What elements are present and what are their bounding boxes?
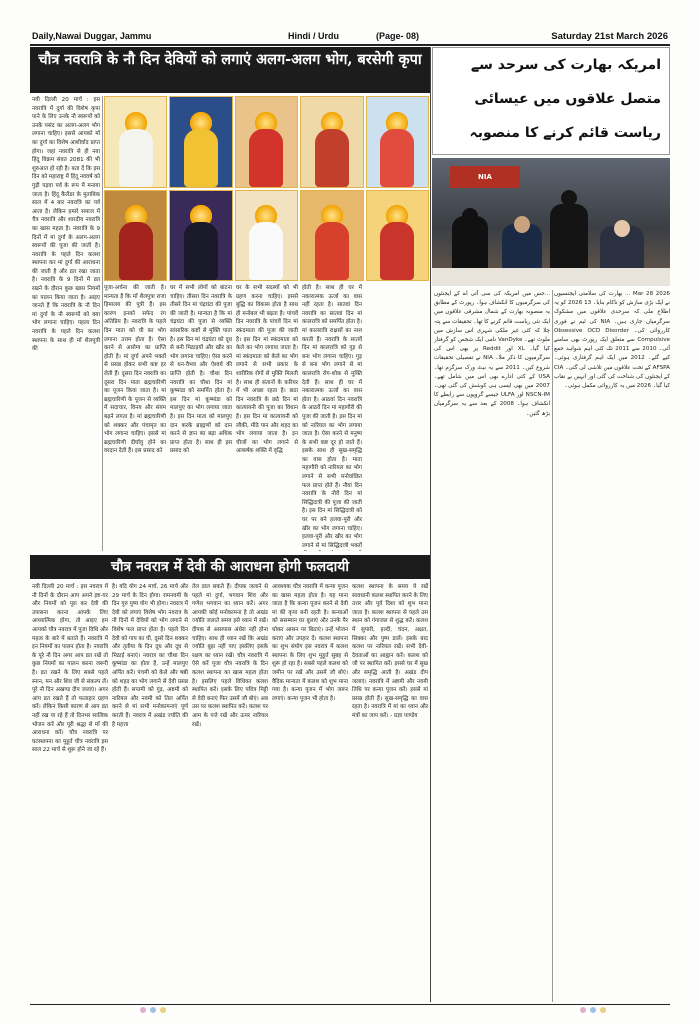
photo-person-head (514, 216, 530, 233)
article2-column-5: कलश स्थापना के समय ये रखें सावधानी कलश स्थापित करने के लिए उत्तर और पूर्व दिशा को शुभ माना जाता है। कलश स्थापना से पहले उस स्थान को गंगाजल से शुद्ध करें। कलश में सुपारी, हल्दी, चंदन, अक्षत, सिक्का और पुष्प डालें। इसके बाद कलश पर नारियल रखें। सभी देवी-देवताओं का आह्वान करें। कलश को जौ पर स्थापित करें। इससे घर में सुख और समृद्धि आती है। अखंड दीप जलाएं। नवरात्रि में अष्टमी और नवमी तिथि पर कन्या पूजन करें। इससे मां प्रसन्न होती हैं। सुख-समृद्धि का वास रहता है। नवरात्रि में मां का ध्यान और मंत्रों का जाप करें। - प्रज्ञा पाण्डेय (352, 584, 428, 719)
goddess-image (300, 96, 363, 188)
footer-bar (30, 1004, 670, 1015)
column-divider (552, 290, 553, 1002)
goddess-image (366, 190, 429, 282)
masthead-date: Saturday 21st March 2026 (551, 31, 668, 42)
article2-column-1: नयी दिल्ली 20 मार्च : इस नवरात्र में नौ दिनों के दौरान आप अपने इष्ट-घर और नियमों को पूरा कर देवी की उपासना करना आपके लिए आध्यात्मिक होगा, तो आइए हम आपको चौत्र नवरात्र में पूजा विधि और महत्व के बारे में बताते हैं। नवरात्रि में इन नियमों का पालन होता है। नवरात्रि के पूरे नौ दिन अगर आप व्रत रखें तो कुछ नियमों का पालन करना जरूरी है। व्रत रखने के लिए सबसे पहले स्नान, मन और शिव जी से संकल्प लें। पूरे नौ दिन अखण्ड दीप जलाएं। अगर आप व्रत रखते हैं तो फलाहार ग्रहण करें। लेकिन किसी कारण से आप व्रत नहीं रख पा रहे हैं तो दिनभर सात्विक भोजन करें और पूरी श्रद्धा से माँ की आराधना करें। चौत्र नवरात्रि पर घटस्थापना का मुहूर्त चौत्र नवरात्रि इस साल 22 मार्च से शुरू होने जा रहे हैं। (32, 584, 108, 754)
urdu-column-2: 2026 Mar 28 ... بھارت کی سلامتی ایجنسیوں نے ایک بڑی سازش کو ناکام بنایا۔ 13 2026 کو یہ اطلاع ملی کہ سرحدی علاقوں میں مشکوک سرگرمیاں جاری ہیں۔ NIA کی ٹیم نے فوری کارروائی کی۔ Obsessive OCD Disorder Compulsive سے متعلق ایک رپورٹ بھی سامنے آئی۔ 2010 سے 2011 تک کئی اہم شواہد جمع کیے گئے۔ 2012 میں ایک اہم گرفتاری ہوئی۔ AFSPA کے تحت علاقوں میں تلاشی لی گئی۔ CIA کے ایجنٹوں کی شناخت کی گئی اور انہیں بے نقاب کیا گیا۔ 2026 میں یہ کارروائی مکمل ہوئی۔ (554, 291, 670, 390)
masthead-page-number: (Page- 08) (376, 31, 420, 41)
article1-column-1: नयी दिल्ली 20 मार्च : इस नवरात्रि में दुर्गा की विशेष कृपा पाने के लिए उनके नौ स्वरूपों को उनके पसंद का अलग-अलग भोग लगाना चाहिए। इससे आपको माँ का दुर्गा का विशेष आशीर्वाद प्राप्त होगा। जहां नवरात्रि से ही नया हिंदू विक्रम संवत 2081 की भी शुरुआत हो रही है। बता दें कि इस दिन को महाराष्ट्र में हिंदू नववर्ष को गुड़ी पड़वा पर्व के रूप में मनाया जाता है। हिंदू कैलेंडर के मुताबिक साल में 4 बार नवरात्रि का पर्व आता है। लेकिन हमारे समाज में चैत्र नवरात्रि और शारदीय नवरात्रि का खास महत्व है। नवरात्रि के 9 दिनों में मां दुर्गा के अलग-अलग स्वरूपों की पूजा की जाती है। नवरात्रि के पहले दिन कलश स्थापना कर मां दुर्गा की आराधना की जाती है और व्रत रखा जाता है। नवरात्रि के 9 दिनों में व्रत रखने के दौरान कुछ खास नियमों का पालन किया जाता है। आइए जानते हैं कि नवरात्रि के नौ दिन मां दुर्गा के नौ स्वरूपों को क्या भोग लगाना चाहिए। पहला दिन नवरात्रि के पहले दिन कलश स्थापना के साथ ही माँ शैलपुत्री की (32, 97, 100, 353)
goddess-image (235, 96, 298, 188)
article1-column-6 (366, 284, 428, 551)
goddess-image (169, 190, 232, 282)
decorative-dot (600, 1007, 606, 1013)
decorative-dot (580, 1007, 586, 1013)
article1-column-3: घर में सभी लोगों को बांटना चाहिए। तीसरा दिन नवरात्रि के तीसरे दिन मां चंद्रघंटा की पूजा की जाती है। मान्यता है कि मां चंद्रघंटा की पूजा से व्यक्ति सांसारिक कष्टों से मुक्ति पाता है। इस दिन मां चंद्रघंटा को दूध से बनी मिठाइयों और खीर का भोग लगाना चाहिए। ऐसा करने से धन-वैभव और ऐश्वर्य की प्राप्ति होती है। चौथा दिन नवरात्रि का चौथा दिन मां कूष्मांडा को समर्पित होता है। इस दिन मां कूष्मांडा को मालपुए का भोग लगाया जाता है। इस दिन माता को मालपुए दान करके ब्राह्मणों को दान करने से ज्ञान का बढ़ा अधिक प्राप्त होता है। साथ ही इस प्रसाद को (170, 285, 232, 455)
section-divider (430, 47, 431, 1002)
decorative-dot (590, 1007, 596, 1013)
masthead-language: Hindi / Urdu (288, 31, 339, 41)
article2-headline: चौत्र नवरात्र में देवी की आराधना होगी फलदायी (30, 555, 430, 579)
news-photo (432, 158, 670, 286)
photo-person-head (561, 190, 577, 206)
photo-person-head (462, 208, 478, 224)
goddess-image (235, 190, 298, 282)
masthead-paper-name: Daily,Nawai Duggar, Jammu (32, 31, 152, 41)
decorative-dot (140, 1007, 146, 1013)
goddess-image-grid (104, 96, 429, 281)
article2-column-3: तेल डाल सकते हैं। दीपक जलाने से पहले मां दुर्गा, भगवान शिव और गणेश भगवान का ध्यान करें। अगर आपकी कोई मनोकामना है तो अखंड ज्योति जलाते समय इसे ध्यान में रखें। दीपक से आसपास अंधेरा नहीं होना चाहिए। साथ ही ध्यान रखें कि अखंड ज्योति बुझ नहीं पाए इसलिए इसके रक्षण का ध्यान रखें। चौत्र नवरात्रि में ऐसे करें पूजा चौत्र नवरात्रि के दिन कलश स्थापना का खास महत्व होता है। इसलिए पहले विधिवत कलश स्थापित करें। इसके लिए पवित्र मिट्टी से वेदी बनाएं फिर उसमें जौ बोएं। अब उस पर कलश स्थापित करें। कलश पर आम के पत्ते रखें और ऊपर नारियल रखें। (192, 584, 268, 728)
urdu-column-1: ...جس میں امریکہ کی سی آئی اے کے ایجنٹوں کی سرگرمیوں کا انکشاف ہوا۔ رپورٹ کے مطابق یہ منصوبہ بھارت کے شمال مشرقی علاقوں میں ایک نئی ریاست قائم کرنے کا تھا۔ تحقیقات سے پتہ چلا کہ کئی غیر ملکی شہری اس سازش میں ملوث تھے۔ VanDyke نامی ایک شخص کو گرفتار کیا گیا۔ XL اور Reddit پر بھی اس کی سرگرمیوں کا ذکر ملا۔ NIA نے تفصیلی تحقیقات شروع کیں۔ 2011 سے یہ نیٹ ورک سرگرم تھا۔ USA کے کئی ادارے بھی اس میں شامل تھے۔ 2007 میں بھی ایسی ہی کوشش کی گئی تھی۔ NSCN-IM اور ULFA جیسے گروپوں سے رابطے کا انکشاف ہوا۔ 2008 کے بعد سے یہ سرگرمیاں بڑھ گئیں۔ (434, 291, 550, 417)
article2-column-4: आवश्यक चौत्र नवरात्रि में कन्या पूजन का खास महत्व होता है। यह माना जाता है कि कन्या पूजन करने से देवी मां की कृपा बनी रहती है। कन्याओं को ससम्मान घर बुलाएं और उनके पैर धोकर आसन पर बिठाएं। उन्हें भोजन कराएं और उपहार दें। कलश स्थापना का शुभ संयोग इस नवरात्र में कलश स्थापना के लिए शुभ मुहूर्त सुबह से शुरू हो रहा है। सबसे पहले कलश को जमीन पर रखें और उसमें जौ बोएं। वैदिक मान्यता में कलश को शुभ माना गया है। कन्या पूजन में भोग जरूर लगाएं। कन्या पूजन भी होता है। (272, 584, 348, 702)
article1-column-5: होती है। साथ ही घर में नकारात्मक ऊर्जा का वास नहीं रहता है। सातवां दिन नवरात्रि का सातवां दिन मां कालरात्रि को समर्पित होता है। मां कालरात्रि राक्षसों का नाश करती हैं। नवरात्रि के सातवें दिन मां कालरात्रि को गुड़ से बना भोग लगाना चाहिए। गुड़ से बना भोग लगाने से मां कालरात्रि रोग-शोक से मुक्ति देती हैं। साथ ही घर में नकारात्मक ऊर्जा का वास होता है। आठवां दिन नवरात्रि के आठवें दिन मां महागौरी की पूजा की जाती है। इस दिन मां को नारियल का भोग लगाया जाता है। ऐसा करने से मनुष्य के सभी कष्ट दूर हो जाते हैं। इसके साथ ही सुख-समृद्धि का वास होता है। माता महागौरी को नारियल का भोग लगाने से सभी मनोवांछित फल प्राप्त होते हैं। नौवां दिन नवरात्रि के नौवें दिन मां सिद्धिदात्री की पूजा की जाती है। इस दिन मां सिद्धिदात्री को घर पर बने हलवा-पूरी और खीर का भोग लगाना चाहिए। हलवा-पूरी और खीर का भोग लगाने से मां सिद्धिदात्री भक्तों (302, 285, 362, 549)
decorative-dot (150, 1007, 156, 1013)
goddess-image (169, 96, 232, 188)
masthead (30, 30, 670, 46)
photo-sign: NIA (450, 166, 520, 188)
article2-column-2: है। यदि योग 24 मार्च, 26 मार्च और 29 मार्च के दिन होगा। रामनवमी के दिन गुरु पुष्य योग भी होगा। नवरात्र में देवी को लगाएं विशेष भोग नवरात्र के नौ दिनों में देवियों को भोग लगाने से विशेष फल प्राप्त होता है। पहले दिन देवी को गाय का घी, दूसरे दिन शक्कर और तृतीया के दिन दूध और दूध से मिठाई बनाएं। नवरात्र का चौथा दिन कूष्मांडा का होता है, उन्हें मालपुए अर्पित करें। पंचमी को केले और षष्ठी को शहद का भोग लगाने से देवी प्रसन्न होती हैं। सप्तमी को गुड़, अष्टमी को नारियल और नवमी को तिल अर्पित करने से मां सभी मनोकामनाएं पूर्ण करती हैं। नवरात्र में अखंड ज्योति की है महत्ता (112, 584, 188, 728)
goddess-image (104, 190, 167, 282)
article1-column-4: घर के सभी सदस्यों को भी ग्रहण करना चाहिए। इससे बुद्धि का विकास होता है साथ ही मनोबल भी बढ़ता है। पांचवें दिन नवरात्रि के पांचवें दिन मां स्कंदमाता की पूजा की जाती है। इस दिन मां स्कंदमाता को केले का भोग लगाया जाता है। मां स्कंदमाता को केले का भोग लगाने से सभी प्रकार के शारीरिक रोगों से मुक्ति मिलती है। साथ ही संतानों के करियर में भी अच्छा रहता है। छठा दिन नवरात्रि के छठे दिन मां कात्यायनी की पूजा का विधान है। इस दिन मां कात्यायनी को लौकी, मीठे पान और शहद का भोग लगाया जाता है। इन चीजों का भोग लगाने से आकर्षक शक्ति में वृद्धि (236, 285, 298, 455)
column-divider (102, 96, 103, 551)
goddess-image (300, 190, 363, 282)
decorative-dot (160, 1007, 166, 1013)
article1-headline: चौत्र नवरात्रि के नौ दिन देवियों को लगाएं अलग-अलग भोग, बरसेगी कृपा (30, 47, 430, 93)
goddess-image (366, 96, 429, 188)
goddess-image (104, 96, 167, 188)
urdu-headline: امریکہ بھارت کی سرحد سے متصل علاقوں میں عیسائی ریاست قائم کرنے کا منصوبہ (432, 47, 670, 155)
photo-person-head (614, 220, 630, 237)
article1-column-2: पूजा-अर्चना की जाती है। मान्यता है कि माँ शैलपुत्रा राजा हिमालय की पुत्री हैं। इस कारण इनको सफेद रंग अतिप्रिय है। नवरात्रि के पहले दिन माता को घी का भोग लगाना उत्तम होता है। ऐसा करने से आरोग्य का प्राप्ति होती है। मां दुर्गा अपने भक्तों से प्रसन्न होकर सभी कष्ट हर लेती हैं। दूसरा दिन नवरात्रि का दूसरा दिन माता ब्रह्मचारिणी का पूजन किया जाता है। मां ब्रह्मचारिणी के पूजन से व्यक्ति में सदाचार, विनय और संयम बढ़ने लगता है। मां ब्रह्मचारिणी को शक्कर और पंचामृत का भोग लगाना चाहिए। इससे मां ब्रह्मचारिणी दीर्घायु होने का वरदान देती हैं। इस प्रसाद को (104, 285, 166, 455)
photo-table (432, 268, 670, 286)
